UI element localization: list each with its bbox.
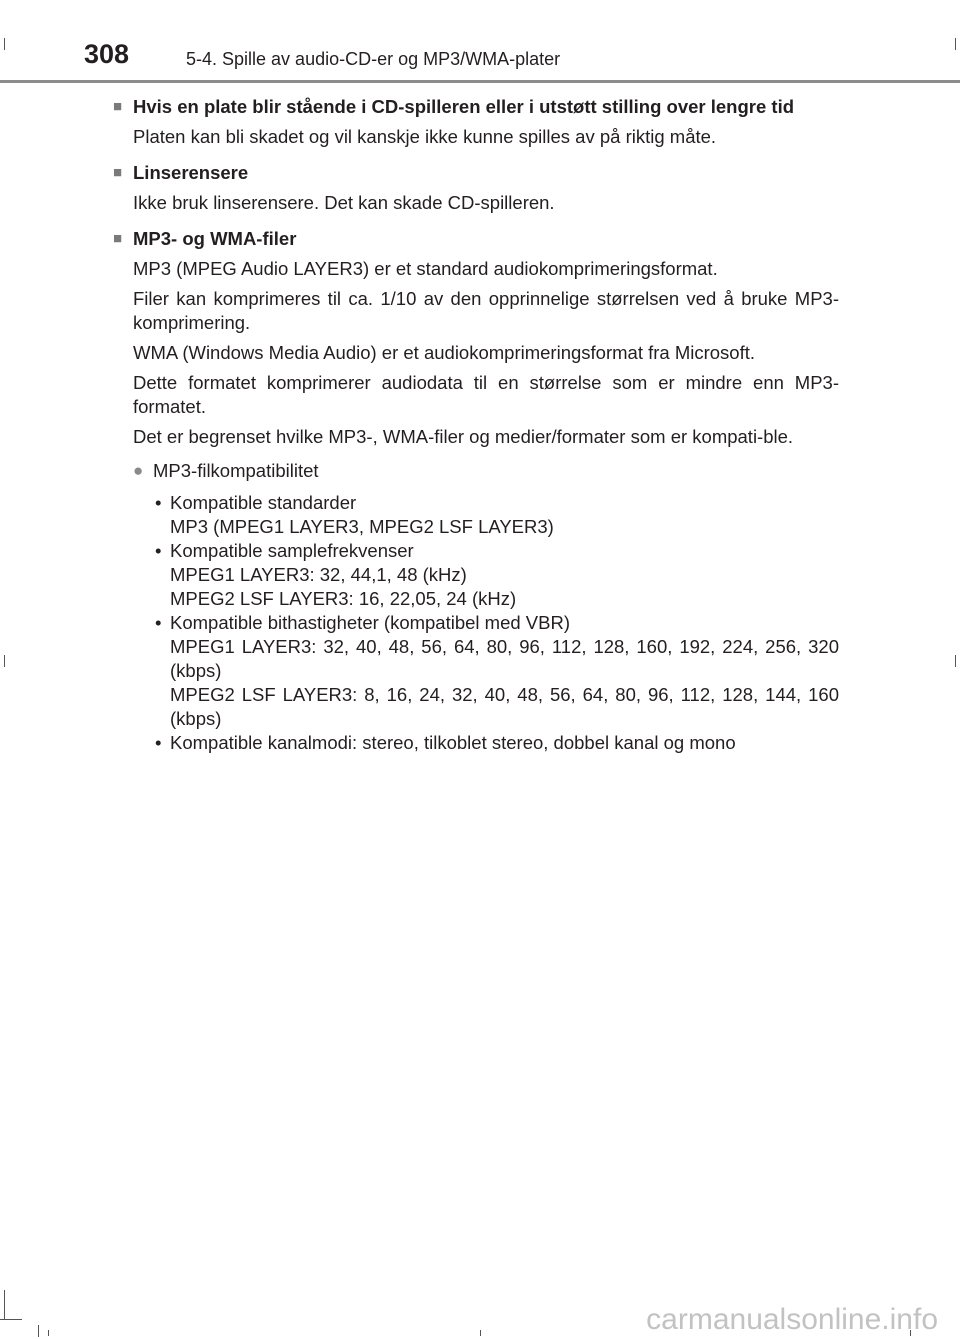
- list-item-line: Kompatible samplefrekvenser: [170, 540, 414, 561]
- list-item-line: MPEG1 LAYER3: 32, 40, 48, 56, 64, 80, 96, 112, 128, 160, 192, 224, 256, 320 (kbps): [170, 636, 839, 681]
- circle-bullet-icon: ●: [133, 461, 144, 480]
- chapter-title: 5-4. Spille av audio-CD-er og MP3/WMA-plater: [186, 49, 561, 69]
- paragraph: Platen kan bli skadet og vil kanskje ikke kunne spilles av på riktig måte.: [133, 126, 717, 147]
- square-bullet-icon: ■: [113, 98, 123, 115]
- section-lens-cleaners: [113, 161, 839, 215]
- square-bullet-icon: ■: [113, 164, 123, 181]
- header-rule: [0, 80, 960, 83]
- section-mp3-wma: [113, 227, 839, 755]
- section-heading-text: MP3- og WMA-filer: [133, 228, 297, 249]
- paragraph: Det er begrenset hvilke MP3-, WMA-filer og medier/formater som er kompati-ble.: [133, 426, 794, 447]
- crop-mark: [4, 1290, 5, 1320]
- page-content: [113, 95, 839, 760]
- section-heading: [113, 227, 839, 251]
- list-item-line: Kompatible kanalmodi: stereo, tilkoblet stereo, dobbel kanal og mono: [170, 732, 736, 753]
- list-item: [155, 539, 839, 611]
- crop-mark: [480, 1330, 481, 1336]
- bullet-icon: •: [155, 492, 162, 513]
- list-item-line: Kompatible bithastigheter (kompatibel med VBR): [170, 612, 570, 633]
- section-disc-left: [113, 95, 839, 149]
- bullet-icon: •: [155, 540, 162, 561]
- crop-mark: [955, 655, 956, 667]
- list-item-line: MPEG1 LAYER3: 32, 44,1, 48 (kHz): [170, 564, 467, 585]
- list-item: [155, 491, 839, 539]
- subsection-heading-text: MP3-filkompatibilitet: [153, 460, 319, 481]
- paragraph: Filer kan komprimeres til ca. 1/10 av den opprinnelige størrelsen ved å bruke MP3-komprimering.: [133, 288, 839, 333]
- list-item: [155, 611, 839, 731]
- page-number: 308: [84, 39, 130, 69]
- paragraph: Ikke bruk linserensere. Det kan skade CD-spilleren.: [133, 192, 555, 213]
- bullet-icon: •: [155, 612, 162, 633]
- crop-mark: [0, 1319, 22, 1320]
- compatibility-list: [113, 491, 839, 755]
- list-item-line: MP3 (MPEG1 LAYER3, MPEG2 LSF LAYER3): [170, 516, 554, 537]
- subsection-heading: [113, 459, 839, 483]
- section-heading-text: Linserensere: [133, 162, 249, 183]
- section-heading: [113, 161, 839, 185]
- paragraph: Dette formatet komprimerer audiodata til en størrelse som er mindre enn MP3-formatet.: [133, 372, 839, 417]
- paragraph: WMA (Windows Media Audio) er et audiokomprimeringsformat fra Microsoft.: [133, 342, 756, 363]
- section-heading-text: Hvis en plate blir stående i CD-spilleren eller i utstøtt stilling over lengre tid: [133, 96, 795, 117]
- crop-mark: [48, 1330, 49, 1336]
- watermark: carmanualsonline.info: [646, 1303, 938, 1336]
- page-header: [0, 0, 960, 80]
- list-item-line: MPEG2 LSF LAYER3: 16, 22,05, 24 (kHz): [170, 588, 517, 609]
- list-item-line: MPEG2 LSF LAYER3: 8, 16, 24, 32, 40, 48, 56, 64, 80, 96, 112, 128, 144, 160 (kbps): [170, 684, 839, 729]
- square-bullet-icon: ■: [113, 230, 123, 247]
- paragraph: MP3 (MPEG Audio LAYER3) er et standard audiokomprimeringsformat.: [133, 258, 718, 279]
- crop-mark: [4, 655, 5, 667]
- crop-mark: [38, 1325, 39, 1337]
- list-item: [155, 731, 839, 755]
- section-heading: [113, 95, 839, 119]
- list-item-line: Kompatible standarder: [170, 492, 357, 513]
- bullet-icon: •: [155, 732, 162, 753]
